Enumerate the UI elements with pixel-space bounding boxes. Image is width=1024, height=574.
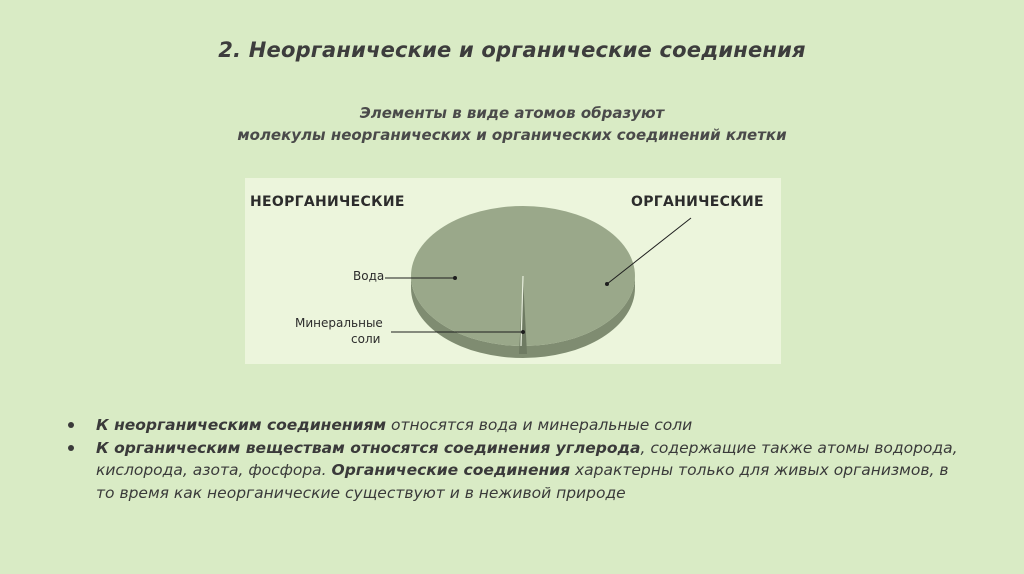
subtitle-line-1: Элементы в виде атомов образуют xyxy=(359,104,665,122)
dot-minerals xyxy=(521,330,525,334)
label-minerals-line-2: соли xyxy=(351,332,381,346)
bullet-list xyxy=(68,414,968,504)
subtitle-line-2: молекулы неорганических и органических соединений клетки xyxy=(237,126,787,144)
label-water: Вода xyxy=(353,269,385,283)
slide-title: 2. Неорганические и органические соединения xyxy=(218,38,806,62)
label-organic: ОРГАНИЧЕСКИЕ xyxy=(631,194,764,210)
dot-organic xyxy=(605,282,609,286)
bullet-dot xyxy=(68,445,74,451)
bullet-2-bold-1: К органическим веществам относятся соединения углерода xyxy=(96,438,641,457)
bullet-2-bold-2: Органические соединения xyxy=(331,461,571,479)
bullet-1-bold: К неорганическим соединениям xyxy=(96,416,387,434)
bullet-item-inorganic xyxy=(68,414,968,437)
label-inorganic: НЕОРГАНИЧЕСКИЕ xyxy=(250,194,405,210)
bullet-2-text-1: , содержащие также атомы водорода, кислорода, азота, фосфора. xyxy=(96,438,958,479)
bullet-1-text: относятся вода и минеральные соли xyxy=(386,416,693,434)
label-minerals-line-1: Минеральные xyxy=(295,316,383,330)
bullet-item-organic xyxy=(68,437,968,505)
bullet-2-text-2: характерны только для живых организмов, в то время как неорганические существуют и в неживой природе xyxy=(96,461,949,502)
bullet-dot xyxy=(68,422,74,428)
dot-water xyxy=(453,276,457,280)
compounds-pie-figure xyxy=(245,178,781,364)
